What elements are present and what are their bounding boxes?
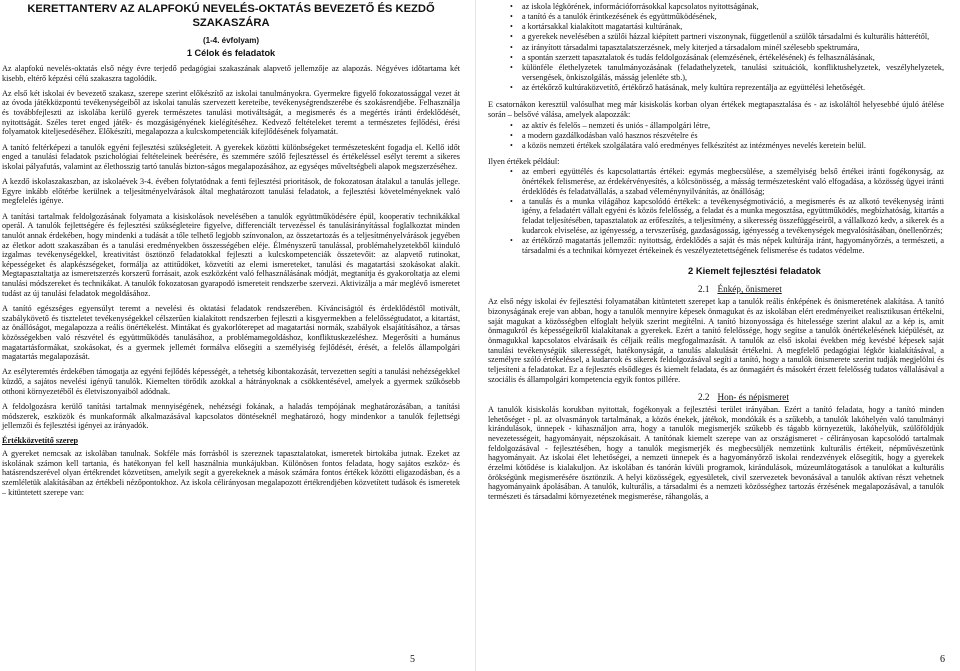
list-item: • a kortársakkal kialakított magatartási kultúrának,: [488, 22, 944, 32]
list-item: • az irányított társadalmi tapasztalatszerzésnek, mely kiterjed a társadalom minél szélesebb spektrumára,: [488, 43, 944, 53]
paragraph: Az első két iskolai év bevezető szakasz, szerepe szerint előkészítő az iskolai tanulmányokra. Gyermekre figyelő fokozatossággal vezet át az óvoda játékközpontú tevékenységeiből az iskolai tanulás szervezett kereteibe, tevékenységrendszerébe és szokásrendjébe. Felhasználja és továbbfejleszti az iskolába kerülő gyerek természetes tanulási motiváltságát, a megismerés és a megértés iránti érdeklődését, nyitottságát. Széles teret enged játék- és mozgásigényének kielégítéséhez. Kedvező feltételeket teremt a természetes fejlődési, érési folyamatok kiteljesedéséhez. Előkészíti, megalapozza a kulcskompetenciák kifejlődésének folyamatát.: [2, 88, 460, 137]
subsection-title: Hon- és népismeret: [717, 392, 789, 403]
section-heading-1: 1 Célok és feladatok: [186, 48, 276, 58]
paragraph: A tanító feltérképezi a tanulók egyéni fejlesztési szükségleteit. A gyerekek közötti különbségeket természetesként fogadja el. Kellő időt enged a tanulási feladatok pszichológiai feltételeinek beérésére, és szemmére szólő fejlesztéssel és értékeléssel esélyt teremt a sikeres iskolai pályafutás, valamint az élethosszig tartó tanulás bizton-ságos megalapozásához, az egyséqes műveltségbeli alapok megszerzéséhez.: [2, 142, 460, 171]
list-item: • a tanító és a tanulók érintkezésének és együttműködésének,: [488, 12, 944, 22]
list-item: • a gyerekek nevelésében a szülői házzal kiépített partneri viszonynak, függetlenül a szülők társadalmi és kulturális hátterétől,: [488, 32, 944, 42]
column-separator: [475, 0, 476, 671]
paragraph: A gyereket nemcsak az iskolában tanulnak. Sokféle más forrásból is szereznek tapasztalatokat, ismeretek birtokába jutnak. Ezeket az iskolának számon kell tartania, és hatékonyan fel kell használnia munkájukban. Különösen fontos feladata, hogy sajátos eszköz- és hatásrendszerével olyan értékrendet közvetítsen, amelyik segít a gyerekeknek a mások számára fontos értékek közötti eligazodásban, és a szemléletük alakításában az értékbeli nézőpontokhoz. Az iskola célirányosan megalapozott értékrendjében közvetített tudások és ismeretek – kitüntetett szerepe van:: [2, 448, 460, 497]
list-item: • az iskola légkörének, információforrásokkal kapcsolatos nyitottságának,: [488, 2, 944, 12]
list-item: • a közös nemzeti értékek szolgálatára való eredményes felkészítést az intézményes nevelés keretein belül.: [488, 141, 944, 151]
paragraph: A tanító egészséges egyensúlyt teremt a nevelési és oktatási feladatok rendszerében. Kívánciságtól és érdeklődéstől motivált, szabálykövető és tiszteletet tevékenységekkel célszerűen kialakított rendszerben fejleszti a kisgyermekben a felelősségtudatot, a kitartást, az önállóságot, megalapozza a reális önértékelést. Mintákat és gyakorlóterepet ad magatartási normák, szabályok elsajátításához, a társas közösségekben való részvétel és együttműködés tanulásához, a problémamegoldáshoz, konfliktuskezeléshez. Megerősíti a humánus magatartásformákat, szokásokat, és a gyermek jellemét formálva elősegíti a személyiség fejlődését, érését, a felelős állampolgári magatartás megalapozását.: [2, 303, 460, 362]
subheading: Értékközvetítő szerep: [2, 436, 79, 446]
list-item: • az értékőrző magatartás jellemzői: nyitottság, érdeklődés a saját és más népek kultúrája iránt, hagyományőrzés, a természeti, a társadalmi és a technikai környezet értékeinek és veszélyeztetettségének felismerése és tudatos védelme.: [488, 236, 944, 255]
paragraph: E csatornákon keresztül valósulhat meg már kisiskolás korban olyan értékek megtapasztalása és - az iskoláltól helyesebbé újuló átélése során – belsővé válása, amelyek alapozzák:: [488, 100, 944, 120]
subsection-number: 2.2: [698, 392, 710, 403]
document-title: KERETTANTERV AZ ALAPFOKÚ NEVELÉS-OKTATÁS BEVEZETŐ ÉS KEZDŐ SZAKASZÁRA: [27, 3, 435, 29]
subsection-heading-2-1: [488, 284, 944, 294]
subsection-heading-2-2: [488, 392, 944, 402]
paragraph: A tanulók kisiskolás korukban nyitottak, fogékonyak a fejlesztési terület irányában. Ezért a tanító feladata, hogy a tanító minden lehetőséget - pl. az olvasmányok tartalmának, a közös énekek, játékok, mondókák és a szűkebb, a tanulók lakóhelyén való tanulmányi kirándulások, ünnepek - kihasználjon arra, hogy a tanulók megismerjék szűkebb és tágabb környezetük, lakóhelyük, szülőföldjük nevezetességeit, hagyományait, népszokásait. A tanítónak kiemelt szerepe van az országismeret - célirányosan kapcsolódó tartalmak feldolgozásával - fejlesztésében, hogy a tanulók megismerjék és megbecsüljék nemzetünk kulturális értékeit, népművészetünk hagyományait. Az iskolai élet lehetőségei, a nemzeti ünnepek és a hagyományőrző iskolai rendezvények elősegítik, hogy a gyerekek érzelmi kötődése is kialakuljon. Az iskolában és tanórán kívüli programok, kirándulások, múzeumlátogatások a tanulókat a kulturális örökségünk megismerésére ösztönzik. A helyi közösségek, egyesületek, civil szervezetek bevonásával a tanulók aktívan részt vehetnek hagyományaink ápolásában. A tanulók, kulturális, a társadalmi és a nemzeti közösséghez tartozás érzésének megalapozásával, a tanulók természeti és társadalmi környezetének megismerése, ráhangolás, a: [488, 405, 944, 502]
list-item: • az emberi együttélés és kapcsolattartás értékei: egymás megbecsülése, a személyiség belső értékei iránti fogékonyság, az önértékek felismerése, az érdekérvényesítés, a kölcsönösség, a másság természetesként való elfogadása, a közösség ügyei iránti érdeklődés és feladatvállalás, a szabad véleménynyilvánítás, az önállóság;: [488, 167, 944, 196]
paragraph: A feldolgozásra kerülő tanítási tartalmak mennyiségének, nehézségi fokának, a haladás tempójának meghatározásában, a tanítási módszerek, eszközök és munkaformák alkalmazásával kapcsolatos döntéseknél meghatározó, hogy mindenkor a tanulók fejlettségi jellemzői és fejlesztési igényei az irányadók.: [2, 401, 460, 431]
list-item: • az értékőrző kultúraközvetítő, értékőrző hatásának, mely kultúra reprezentálja az együttélési lehetőségét.: [488, 83, 944, 93]
page-number: 5: [410, 654, 415, 665]
list-item: • a tanulás és a munka világához kapcsolódó értékek: a tevékenységmotiváció, a megismerés és az alkotó tevékenység iránti igény, a feladatért vállalt egyéni és közös felelősség, a feladat és a munka megosztása, együttműködés, megbízhatóság, kitartás a feladat teljesítésében, tapasztalatok az erőfeszítés, a teljesítmény, a sikeresség összefüggéseiről, a vállalkozó kedv, a sikerek és a kudarcok elviselése, az igényesség, a tervszerűség, gazdaságosság, igényesség a tevékenységek megvalósításában, önellenőrzés;: [488, 197, 944, 236]
paragraph: A kezdő iskolaszakaszban, az iskolaévek 3-4. évében folytatódnak a fenti fejlesztési prioritások, de fokozatosan átalakul a tanulás jellege. Egyre inkább előtérbe kerülnek a teljesítményelvárások által meghatározott tanulási feladatok, a fejlesztési követelményeknek való megfelelés igénye.: [2, 177, 460, 206]
subsection-title: Énkép, önismeret: [717, 284, 782, 295]
paragraph: A tanítási tartalmak feldolgozásának folyamata a kisiskolások nevelésében a tanulók együttműködésére épül, kooperatív technikákkal operál. A tanulók fejlettségére és fejlesztési szükségleteire figyelve, differenciált tervezéssel és tanulásirányítással foglalkoztat minden tanulót annak érdekében, hogy mindenki a tudását a tőle telhető legjobb színvonalon, az összetartozás és a teljesítményelvárások jegyében az életkor adott szakaszában és a tanulási eredményekben összességében eléje. Élményszerű tanulással, problémahelyzetekből kiinduló izgalmas tevékenységekkel, kreativitást ösztönző feladatokkal fejleszti a kulcskompetenciák összetevőit: az alapvető rutinokat, képességeket és alapkészségeket, formálja az attitűdöket, közvetíti az elemi ismereteket, tanulási és magatartási szokásokat alakít. Megtapasztaltatja az ismeretszerzés korszerű forrásait, azok eszközként való felhasználásának módját, megtanítja és gyakoroltatja az elemi tanulási módszereket és technikákat. A tanulók fokozatosan gyarapodó ismereteit rendszerbe szervezi. Aktivizálja a már meglévő ismeretet tudást az új tanulási feladatok megoldásához.: [2, 211, 460, 298]
paragraph: Az első négy iskolai év fejlesztési folyamatában kitüntetett szerepet kap a tanulók reális énképének és önismeretének alakítása. A tanító bizonyságának ereje van abban, hogy a tanulók mennyire képesek önmagukat és az iskolában elért eredményeiket realisztikusan értékelni, saját magukat a közösségben elfoglalt helyük szerint megítélni. A tanító bizonyossága és hitelessége szerint alakul az a kép is, amit önmagukról és képességeikről kialakítanak a gyerekek. Ezért a tanító felelőssége, hogy segítse a tanulók önértékelésének kiépülését, az önmagukkal kapcsolatos elvárásaik és céljaik reális megfogalmazását. A tanulók az első iskolai években még kevésbé képesek saját tanulási tevékenységük sikerességét, hatékonyságát, a tanulás alakulását értékelni. A megfelelő pedagógiai légkör kialakításával, a személyre szóló értékeléssel, a kudarcok és sikerek feldolgozásával segíti a tanító, hogy a tanulók önismerete szerint tudják megjelölni és teljesíteni a feladatokat. Ez a fejlesztés elsődleges és kiemelt feladata, és az önmagáért és másokért érzett felelősség tudatos vállalásával a szociális és állampolgári kompetencia egyik fontos pillére.: [488, 297, 944, 384]
subsection-number: 2.1: [698, 284, 710, 295]
list-item: • az aktív és felelős – nemzeti és uniós - állampolgári létre,: [488, 121, 944, 131]
paragraph: Az esélyteremtés érdekében támogatja az egyéni fejlődés képességét, a tehetség kibontakozását, tervezetten segíti a tanulási nehézségekkel küzdő, a sajátos nevelési igényű tanulók. Kiemelten törődik azokkal a hátrányoknak a csökkentésével, amelyek a gyermek szűkösebb otthoni környezetéből és életviszonyaiból adódnak.: [2, 367, 460, 396]
foundation-list: [488, 121, 944, 151]
list-item: • a spontán szerzett tapasztalatok és tudás feldolgozásának (elemzésének, értékelésének) és felhasználásának,: [488, 53, 944, 63]
paragraph: Ilyen értékek például:: [488, 156, 560, 166]
right-page: [480, 0, 948, 671]
paragraph: Az alapfokú nevelés-oktatás első négy évre terjedő pedagógiai szakaszának alapvető jellemzője az alapozás. Négyéves időtartama két kisebb, eltérő képzési célú szakaszra tagolódik.: [2, 64, 460, 83]
list-item: • különféle élethelyzetek tanulmányozásának (feladathelyzetek, tanulási szituációk, konfliktushelyzetek, veszélyhelyzetek, versengések, önkiszolgálás, másság jelenléte stb.),: [488, 63, 944, 82]
section-heading-2: 2 Kiemelt fejlesztési feladatok: [688, 265, 821, 277]
page-number: 6: [940, 654, 945, 665]
left-page: [0, 0, 468, 671]
list-item: • a modern gazdálkodásban való hasznos részvételre és: [488, 131, 944, 141]
value-channel-list: [488, 2, 944, 92]
document-subtitle: (1-4. évfolyam): [202, 36, 260, 45]
values-list: [488, 167, 944, 255]
